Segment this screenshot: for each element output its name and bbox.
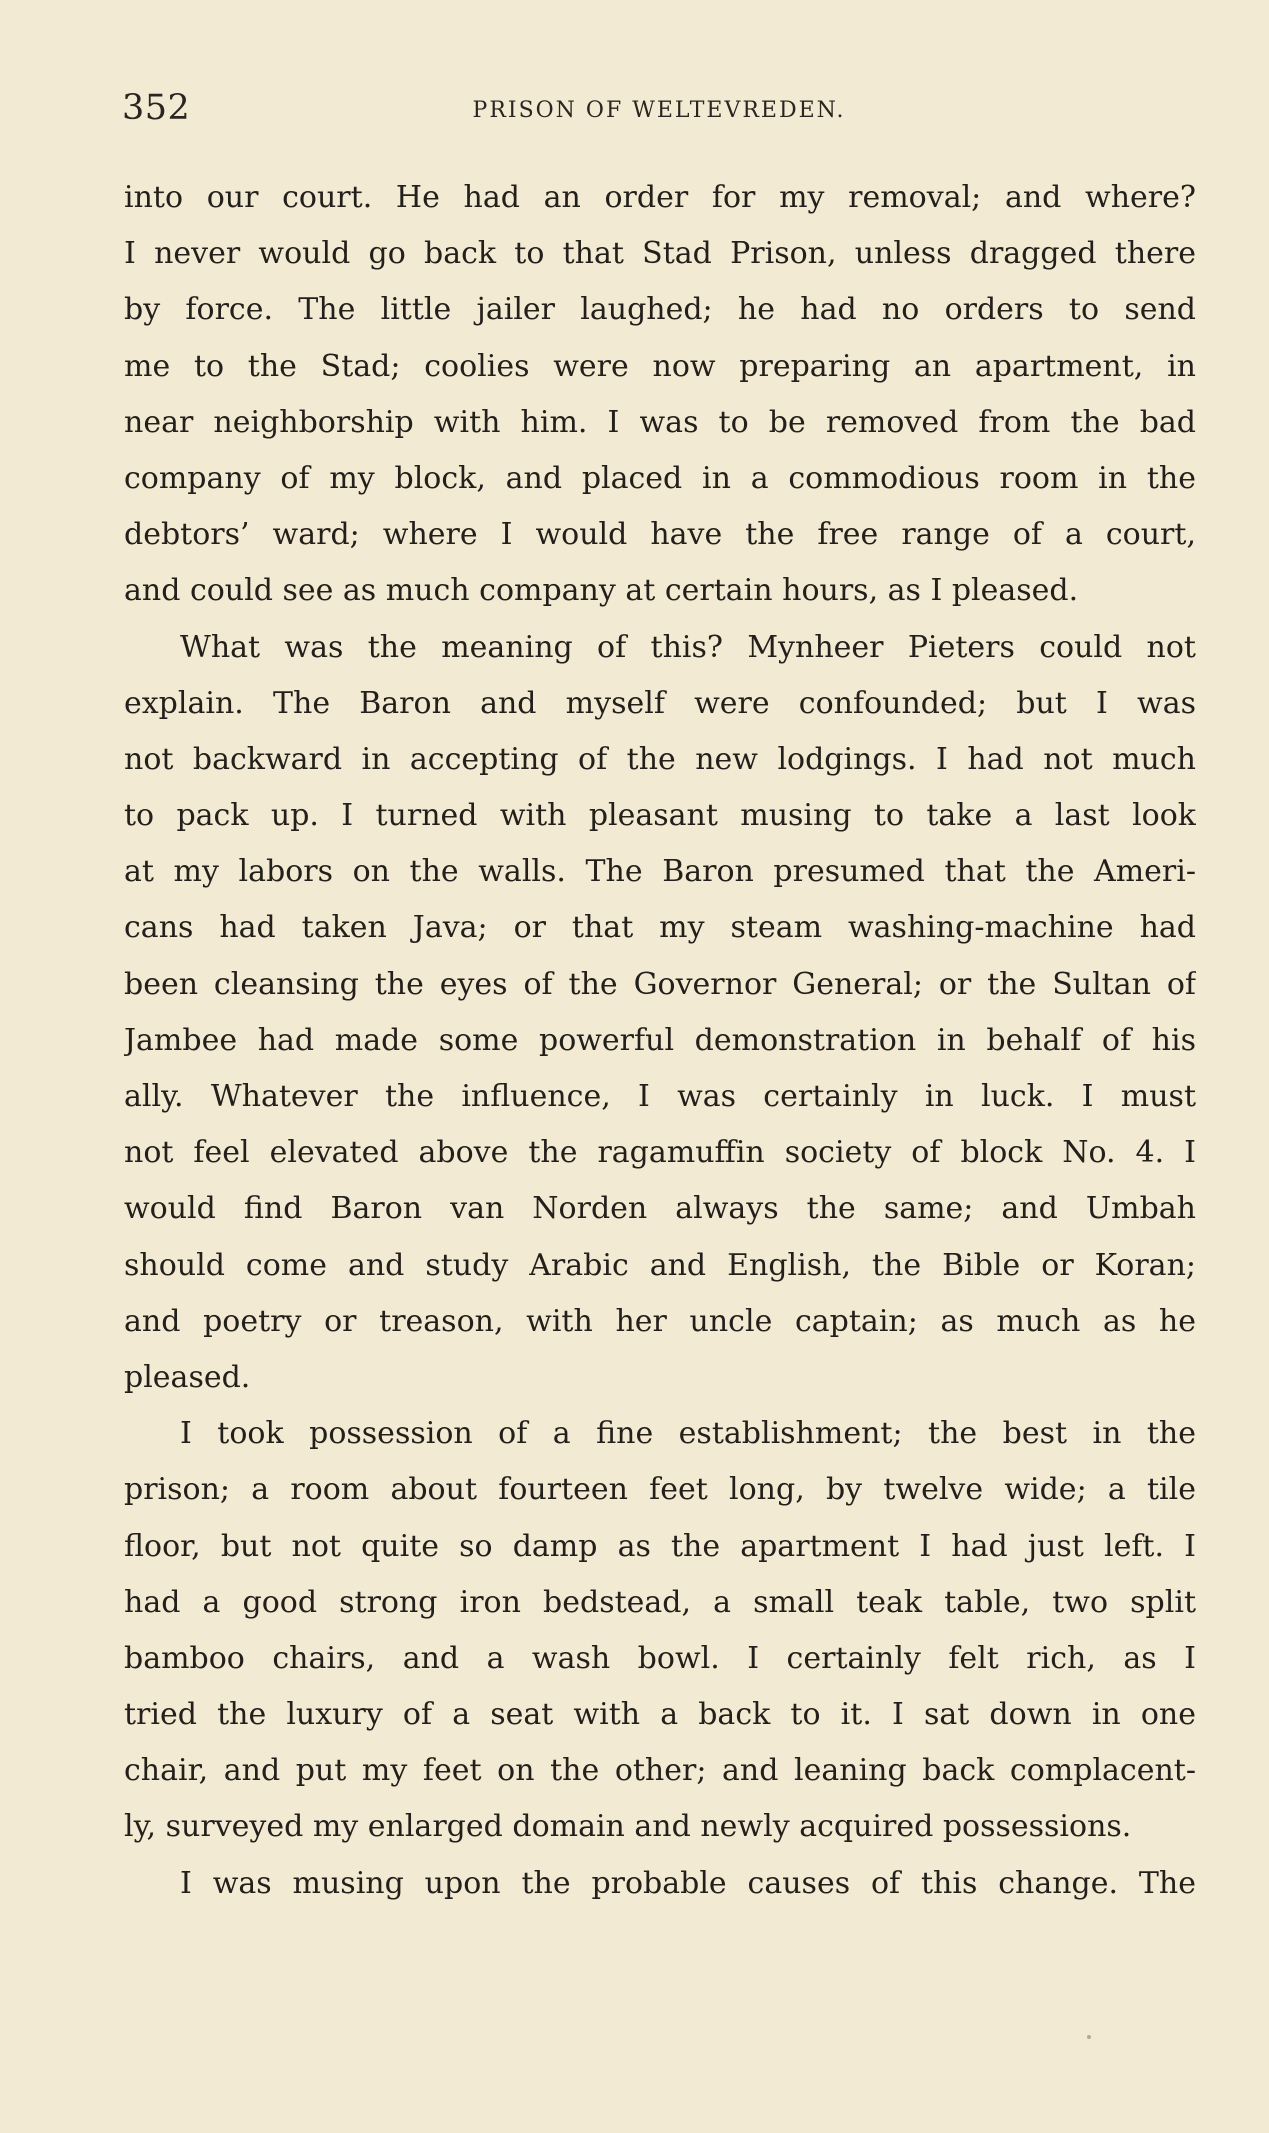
text-line: near neighborship with him. I was to be removed from the bad (124, 404, 1196, 440)
paper-speck (1087, 2035, 1091, 2039)
text-line: chair, and put my feet on the other; and leaning back complacent- (124, 1753, 1196, 1789)
text-line: by force. The little jailer laughed; he had no orders to send (124, 292, 1196, 328)
text-line: tried the luxury of a seat with a back to it. I sat down in one (124, 1697, 1196, 1733)
text-line: ally. Whatever the influence, I was certainly in luck. I must (124, 1079, 1196, 1114)
text-line: to pack up. I turned with pleasant musing to take a last look (124, 798, 1196, 834)
body-text (124, 170, 1196, 1912)
text-line: and poetry or treason, with her uncle captain; as much as he (124, 1303, 1196, 1339)
text-line: debtors’ ward; where I would have the free range of a court, (124, 517, 1196, 553)
text-line: me to the Stad; coolies were now preparing an apartment, in (124, 348, 1196, 384)
text-line: ly, surveyed my enlarged domain and newly acquired possessions. (124, 1809, 1132, 1845)
text-line: What was the meaning of this? Mynheer Pieters could not (180, 629, 1196, 665)
running-title: PRISON OF WELTEVREDEN. (472, 98, 846, 123)
text-line: at my labors on the walls. The Baron presumed that the Ameri- (124, 854, 1196, 890)
text-line: should come and study Arabic and English, the Bible or Koran; (124, 1247, 1196, 1283)
text-line: I never would go back to that Stad Prison, unless dragged there (124, 236, 1196, 272)
text-line: been cleansing the eyes of the Governor General; or the Sultan of (124, 966, 1196, 1002)
text-line: and could see as much company at certain hours, as I pleased. (124, 573, 1079, 609)
text-line: had a good strong iron bedstead, a small teak table, two split (124, 1584, 1196, 1620)
text-line: cans had taken Java; or that my steam washing-machine had (124, 910, 1196, 946)
text-line: prison; a room about fourteen feet long, by twelve wide; a tile (124, 1472, 1196, 1508)
text-line: explain. The Baron and myself were confounded; but I was (124, 685, 1196, 721)
text-line: bamboo chairs, and a wash bowl. I certainly felt rich, as I (124, 1640, 1196, 1676)
text-line: I was musing upon the probable causes of this change. The (180, 1865, 1196, 1901)
text-line: floor, but not quite so damp as the apartment I had just left. I (124, 1528, 1196, 1564)
text-line: into our court. He had an order for my removal; and where? (124, 180, 1196, 215)
text-line: would find Baron van Norden always the same; and Umbah (124, 1191, 1196, 1227)
page-number: 352 (122, 88, 191, 128)
text-line: not feel elevated above the ragamuffin society of block No. 4. I (124, 1135, 1196, 1171)
text-line: company of my block, and placed in a commodious room in the (124, 460, 1196, 496)
page-header (122, 84, 1196, 144)
text-line: I took possession of a fine establishment; the best in the (180, 1416, 1196, 1452)
text-line: pleased. (124, 1359, 251, 1395)
text-line: Jambee had made some powerful demonstration in behalf of his (124, 1022, 1196, 1058)
text-line: not backward in accepting of the new lodgings. I had not much (124, 741, 1196, 777)
